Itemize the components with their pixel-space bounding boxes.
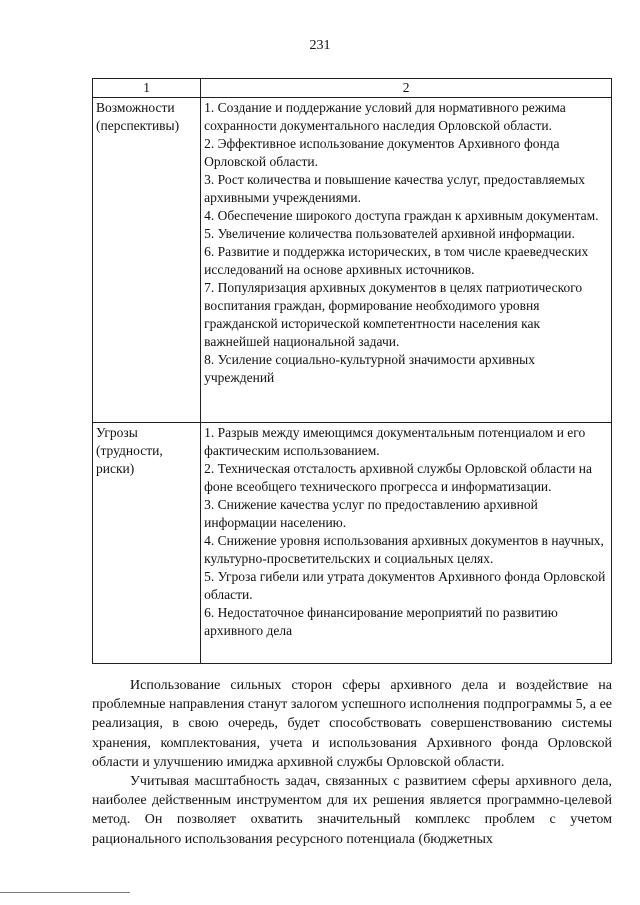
list-item: 2. Эффективное использование документов Архивного фонда Орловской области. bbox=[204, 136, 560, 169]
paragraph: Учитывая масштабность задач, связанных с развитием сферы архивного дела, наиболее действенным инструментом для их решения является программно-целевой метод. Он позволяет охватить значительный комплекс проблем с учетом рационального использования ресурсного потенциала (бюджетных bbox=[92, 774, 612, 847]
list-item: 4. Снижение уровня использования архивных документов в научных, культурно-просветительских и социальных целях. bbox=[204, 533, 604, 566]
list-item: 8. Усиление социально-культурной значимости архивных учреждений bbox=[204, 352, 535, 385]
swot-table bbox=[92, 78, 612, 664]
threats-list bbox=[201, 423, 612, 664]
list-item: 3. Снижение качества услуг по предоставлению архивной информации населению. bbox=[204, 497, 538, 530]
page-number: 231 bbox=[309, 38, 331, 53]
list-item: 1. Создание и поддержание условий для нормативного режима сохранности документального наследия Орловской области. bbox=[204, 100, 566, 133]
body-text bbox=[92, 676, 612, 849]
list-item: 3. Рост количества и повышение качества услуг, предоставляемых архивными учреждениями. bbox=[204, 172, 586, 205]
column-header-2: 2 bbox=[201, 79, 612, 98]
list-item: 5. Угроза гибели или утрата документов Архивного фонда Орловской области. bbox=[204, 569, 606, 602]
column-header-1: 1 bbox=[93, 79, 201, 98]
list-item: 2. Техническая отсталость архивной службы Орловской области на фоне всеобщего технического прогресса и информатизации. bbox=[204, 461, 592, 494]
list-item: 5. Увеличение количества пользователей архивной информации. bbox=[204, 226, 575, 241]
list-item: 6. Недостаточное финансирование мероприятий по развитию архивного дела bbox=[204, 605, 558, 638]
paragraph: Использование сильных сторон сферы архивного дела и воздействие на проблемные направления станут залогом успешного исполнения подпрограммы 5, а ее реализация, в свою очередь, будет способствовать совершенствованию системы хранения, комплектования, учета и использования Архивного фонда Орловской области и улучшению имиджа архивной службы Орловской области. bbox=[92, 678, 612, 770]
list-item: 6. Развитие и поддержка исторических, в том числе краеведческих исследований на основе архивных источников. bbox=[204, 244, 589, 277]
row-label-threats: Угрозы (трудности, риски) bbox=[93, 423, 201, 664]
table-row-threats bbox=[93, 423, 612, 664]
table-row-possibilities bbox=[93, 98, 612, 423]
row-label-possibilities: Возможности (перспективы) bbox=[93, 98, 201, 423]
list-item: 7. Популяризация архивных документов в целях патриотического воспитания граждан, формирование необходимого уровня гражданской исторической компетентности населения как важнейшей национальной задачи. bbox=[204, 280, 583, 349]
table-header-row bbox=[93, 79, 612, 98]
possibilities-list bbox=[201, 98, 612, 423]
list-item: 1. Разрыв между имеющимся документальным потенциалом и его фактическим использованием. bbox=[204, 425, 586, 458]
list-item: 4. Обеспечение широкого доступа граждан к архивным документам. bbox=[204, 208, 599, 223]
footer-divider bbox=[0, 892, 130, 893]
